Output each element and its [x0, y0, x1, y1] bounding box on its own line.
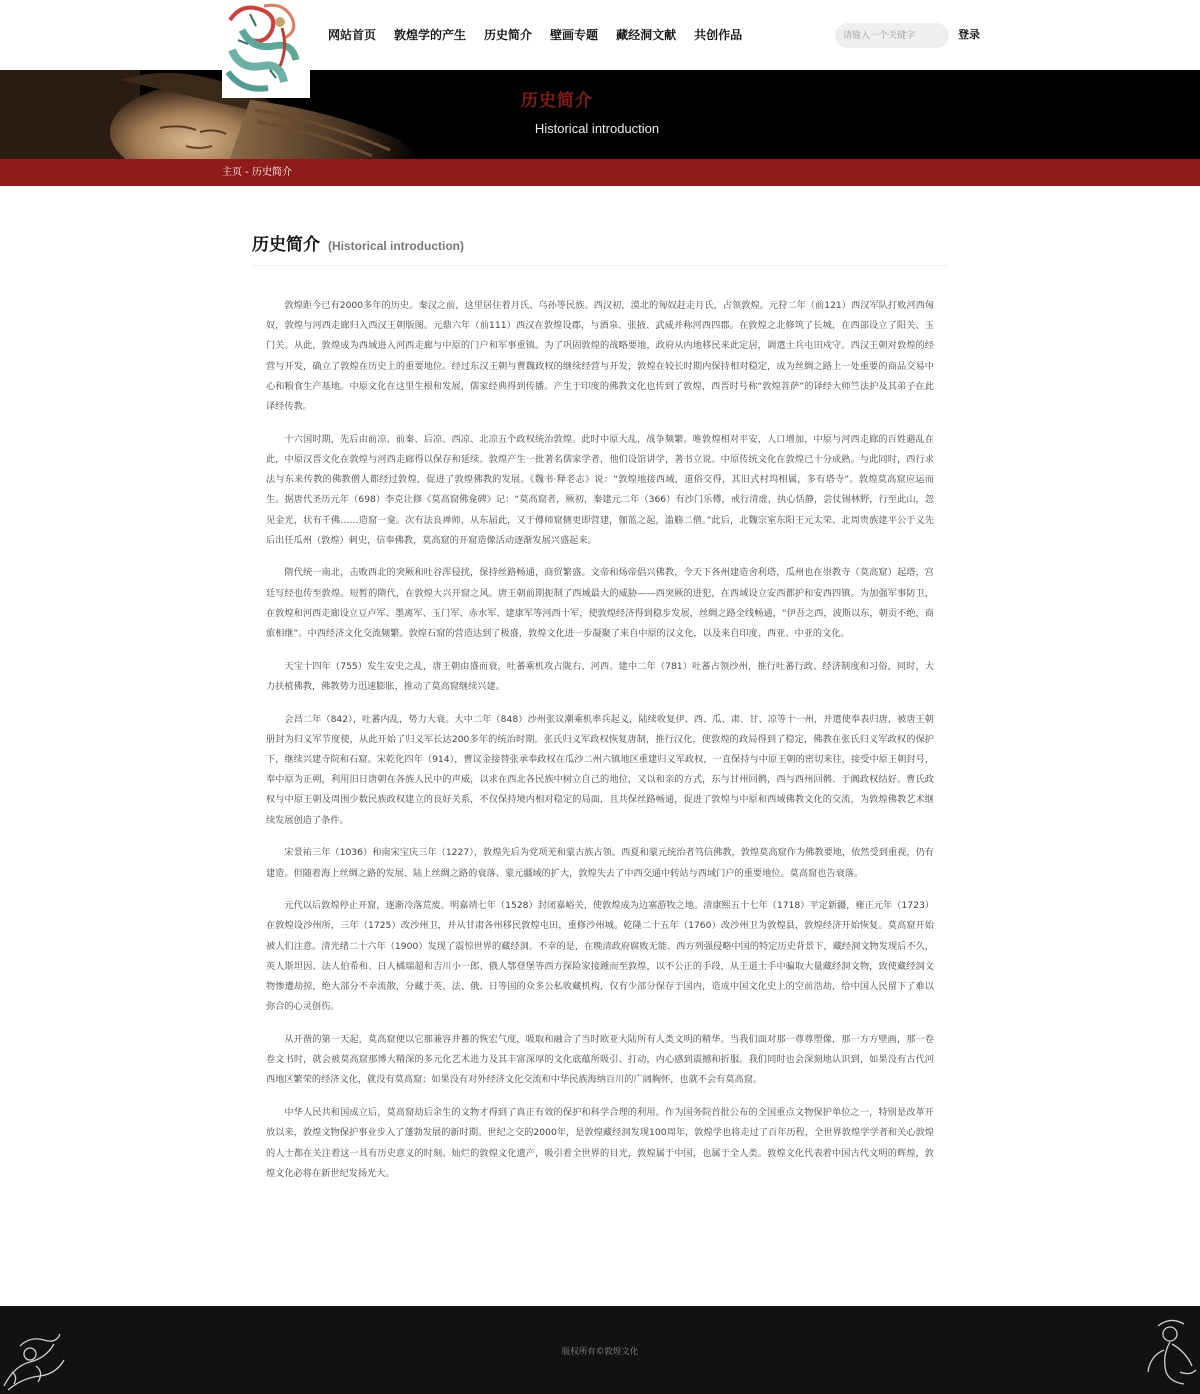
- page-title: 历史简介: [252, 235, 320, 255]
- article-paragraph: 十六国时期，先后由前凉、前秦、后凉、西凉、北凉五个政权统治敦煌。此时中原大乱，战争频繁。唯敦煌相对平安，人口增加，中原与河西走廊的百姓避乱在此，中原汉晋文化在敦煌与河西走廊得以保存和延续。敦煌产生一批著名儒家学者，他们设馆讲学，著书立说。中原传统文化在敦煌已十分成熟。与此同时，西行求法与东来传教的佛教僧人都经过敦煌，促进了敦煌佛教的发展。《魏书·释老志》说：“敦煌地接西域，道俗交得，其旧式村坞相属，多有塔寺”。敦煌莫高窟应运而生。据唐代圣历元年（698）李克让修《莫高窟佛龛碑》记：“莫高窟者，厥初，秦建元二年（366）有沙门乐僔，戒行清虚，执心恬静，尝仗锡林野，行至此山，忽见金光，状有千佛……造窟一龛。次有法良禅师，从东届此，又于僔师窟侧更即营建，伽蓝之起，滥觞二僧。”此后，北魏宗室东阳王元太荣、北周贵族建平公于义先后出任瓜州（敦煌）刺史，信奉佛教，莫高窟的开窟造像活动逐渐发展兴盛起来。: [266, 433, 934, 546]
- article-paragraph: 隋代统一南北，击败西北的突厥和吐谷浑侵扰，保持丝路畅通，商贸繁盛。文帝和炀帝倡兴佛教，令天下各州建造舍利塔，瓜州也在崇教寺（莫高窟）起塔，宫廷写经也传至敦煌。短暂的隋代，在敦煌大兴开窟之风。唐王朝前期扼制了西域最大的威胁——西突厥的进犯，在西域设立安西都护和安西四镇。为加强军事防卫，在敦煌和河西走廊设立豆卢军、墨离军、玉门军、赤水军、建康军等河西十军，使敦煌经济得到稳步发展，丝绸之路全线畅通，“伊吾之西，波斯以东，朝贡不绝，商旅相继”。中西经济文化交流频繁。敦煌石窟的营造达到了极盛，敦煌文化进一步凝聚了来自中原的汉文化，以及来自印度、西亚、中亚的文化。: [266, 567, 934, 640]
- reclining-buddha-image: [0, 70, 420, 159]
- flying-apsara-left-icon: [0, 1326, 70, 1394]
- article-paragraph: 从开凿的第一天起，莫高窟便以它那兼容并蓄的恢宏气度，吸取和融合了当时欧亚大陆所有人类文明的精华。当我们面对那一尊尊塑像，那一方方壁画，那一卷卷文书时，就会被莫高窟那博大精深的多元化艺术进力及其丰富深厚的文化底蕴所吸引、打动，内心感到震撼和折服。我们同时也会深刻地认识到，如果没有古代河西地区繁荣的经济文化，就没有莫高窟；如果没有对外经济文化交流和中华民族海纳百川的广阔胸怀，也就不会有莫高窟。: [266, 1034, 934, 1086]
- breadcrumb-bar: [0, 159, 1200, 186]
- article-paragraph: 会昌二年（842），吐蕃内乱，势力大衰。大中二年（848）沙州张议潮乘机率兵起义，陆续收复伊、西、瓜、肃、甘、凉等十一州，并遣使奉表归唐，被唐王朝册封为归义军节度使，从此开始了归义军长达200多年的统治时期。张氏归义军政权恢复唐制，推行汉化，使敦煌的政局得到了稳定，佛教在张氏归义军政权的保护下，继续兴建寺院和石窟。宋乾化四年（914），曹议金接替张承奉政权在瓜沙二州六镇地区重建归义军政权，一直保持与中原王朝的密切来往，接受中原王朝封号，奉中原为正朔，利用旧日唐朝在各族人民中的声威，以求在西北各民族中树立自己的地位，又以和亲的方式，东与甘州回鹘，西与西州回鹘、于阗政权结好。曹氏政权与中原王朝及周围少数民族政权建立的良好关系，不仅保持境内相对稳定的局面，且共保丝路畅通，促进了敦煌与中原和西域佛教文化的交流，为敦煌佛教艺术继续发展创造了条件。: [266, 713, 934, 826]
- dunhuang-logo-icon: [222, 0, 310, 98]
- nav-item-origin[interactable]: 敦煌学的产生: [394, 28, 467, 42]
- site-logo[interactable]: [222, 0, 310, 98]
- article-paragraph: 元代以后敦煌停止开窟，逐渐冷落荒废。明嘉靖七年（1528）封闭嘉峪关，使敦煌成为边塞游牧之地。清康熙五十七年（1718）平定新疆，雍正元年（1723）在敦煌设沙州所，三年（1725）改沙州卫，并从甘肃各州移民敦煌屯田，重修沙州城。乾隆二十五年（1760）改沙州卫为敦煌县，敦煌经济开始恢复。莫高窟开始被人们注意。清光绪二十六年（1900）发现了震惊世界的藏经洞。不幸的是，在晚清政府腐败无能、西方列强侵略中国的特定历史背景下，藏经洞文物发现后不久，英人斯坦因、法人伯希和、日人橘瑞超和吉川小一郎、俄人鄂登堡等西方探险家接踵而至敦煌，以不公正的手段，从王道士手中骗取大量藏经洞文物，致使藏经洞文物惨遭劫掠，绝大部分不幸流散，分藏于英、法、俄、日等国的众多公私收藏机构，仅有少部分保存于国内，造成中国文化史上的空前浩劫，给中国人民留下了难以弥合的心灵创伤。: [266, 900, 934, 1013]
- article-heading: [252, 230, 948, 266]
- banner-subtitle: Historical introduction: [534, 121, 660, 136]
- nav-item-history[interactable]: 历史简介: [484, 28, 533, 42]
- article-body: [252, 296, 948, 1184]
- copyright-text: 版权所有©敦煌文化: [561, 1347, 639, 1357]
- article-paragraph: 宋景祐三年（1036）和南宋宝庆三年（1227），敦煌先后为党项羌和蒙古族占领。西夏和蒙元统治者笃信佛教，敦煌莫高窟作为佛教要地，依然受到重视，仍有建造。但随着海上丝绸之路的发展、陆上丝绸之路的衰落、蒙元疆域的扩大，敦煌失去了中西交通中转站与西域门户的重要地位。莫高窟也告衰落。: [266, 847, 934, 879]
- nav-item-manuscripts[interactable]: 藏经洞文献: [616, 28, 677, 42]
- breadcrumb[interactable]: 主页 - 历史简介: [222, 167, 292, 178]
- main-content: [252, 230, 948, 1196]
- site-footer: [0, 1306, 1200, 1394]
- banner-title: 历史简介: [521, 91, 593, 111]
- nav-item-home[interactable]: 网站首页: [328, 28, 377, 42]
- article-paragraph: 中华人民共和国成立后，莫高窟劫后余生的文物才得到了真正有效的保护和科学合理的利用。作为国务院首批公布的全国重点文物保护单位之一，特别是改革开放以来，敦煌文物保护事业步入了蓬勃发展的新时期。世纪之交的2000年，是敦煌藏经洞发现100周年，敦煌学也将走过了百年历程，全世界敦煌学学者和关心敦煌的人士都在关注着这一具有历史意义的时刻。灿烂的敦煌文化遗产，吸引着全世界的目光，敦煌属于中国，也属于全人类。敦煌文化代表着中国古代文明的辉煌，敦煌文化必将在新世纪发扬光大。: [266, 1107, 934, 1179]
- page-title-en: (Historical introduction): [328, 239, 464, 253]
- main-nav: [328, 25, 760, 45]
- nav-item-murals[interactable]: 壁画专题: [550, 28, 599, 42]
- article-paragraph: 天宝十四年（755）发生安史之乱，唐王朝由盛而衰，吐蕃乘机攻占陇右、河西。建中二年（781）吐蕃占领沙州，推行吐蕃行政、经济制度和习俗，同时，大力扶植佛教，佛教势力迅速膨胀，推动了莫高窟继续兴建。: [266, 660, 934, 692]
- nav-item-works[interactable]: 共创作品: [694, 28, 743, 42]
- article-paragraph: 敦煌距今已有2000多年的历史。秦汉之前，这里居住着月氏、乌孙等民族。西汉初，漠北的匈奴赶走月氏，占领敦煌。元狩二年（前121）西汉军队打败河西匈奴，敦煌与河西走廊归入西汉王朝版图。元鼎六年（前111）西汉在敦煌设郡，与酒泉、张掖、武威并称河西四郡。在敦煌之北修筑了长城，在西部设立了阳关、玉门关。从此，敦煌成为西域进入河西走廊与中原的门户和军事重镇。为了巩固敦煌的战略要地，政府从内地移民来此定居，调遣士兵屯田戍守。西汉王朝对敦煌的经营与开发，确立了敦煌在历史上的重要地位。经过东汉王朝与曹魏政权的继续经营与开发，敦煌在较长时期内保持相对稳定，成为丝绸之路上一处重要的商品交易中心和粮食生产基地。中原文化在这里生根和发展，儒家经典得到传播。产生于印度的佛教文化也传到了敦煌，西晋时号称“敦煌菩萨”的译经大师竺法护及其弟子在此译经传教。: [266, 300, 934, 413]
- login-link[interactable]: 登录: [958, 28, 980, 41]
- page-banner: [0, 70, 1200, 159]
- flying-apsara-right-icon: [1140, 1316, 1200, 1388]
- search-input[interactable]: [835, 23, 949, 48]
- top-header: [0, 0, 1200, 70]
